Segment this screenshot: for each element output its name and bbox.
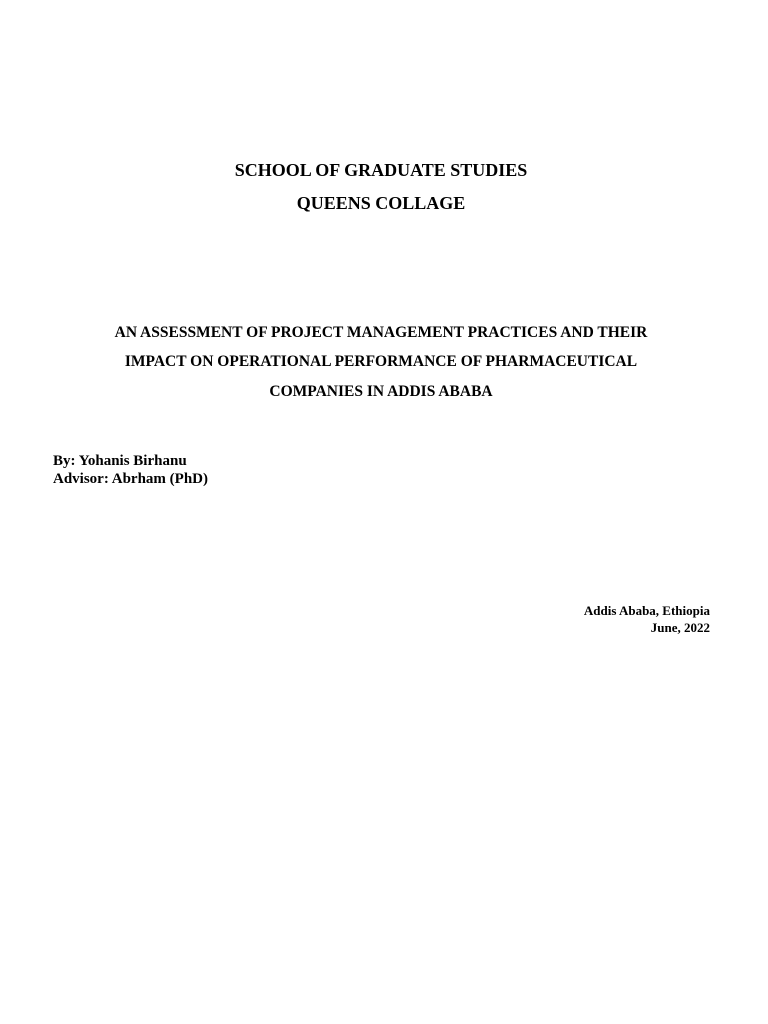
thesis-title-line-3: COMPANIES IN ADDIS ABABA — [269, 383, 493, 400]
thesis-title-line-2: IMPACT ON OPERATIONAL PERFORMANCE OF PHARMACEUTICAL — [124, 353, 638, 370]
thesis-title-line-1: AN ASSESSMENT OF PROJECT MANAGEMENT PRACTICES AND THEIR — [114, 324, 648, 341]
date-line: June, 2022 — [650, 620, 710, 635]
location-line: Addis Ababa, Ethiopia — [583, 603, 710, 618]
college-name: QUEENS COLLAGE — [296, 193, 466, 213]
school-name: SCHOOL OF GRADUATE STUDIES — [234, 160, 528, 180]
author-line: By: Yohanis Birhanu — [53, 453, 187, 469]
advisor-line: Advisor: Abrham (PhD) — [53, 471, 209, 487]
